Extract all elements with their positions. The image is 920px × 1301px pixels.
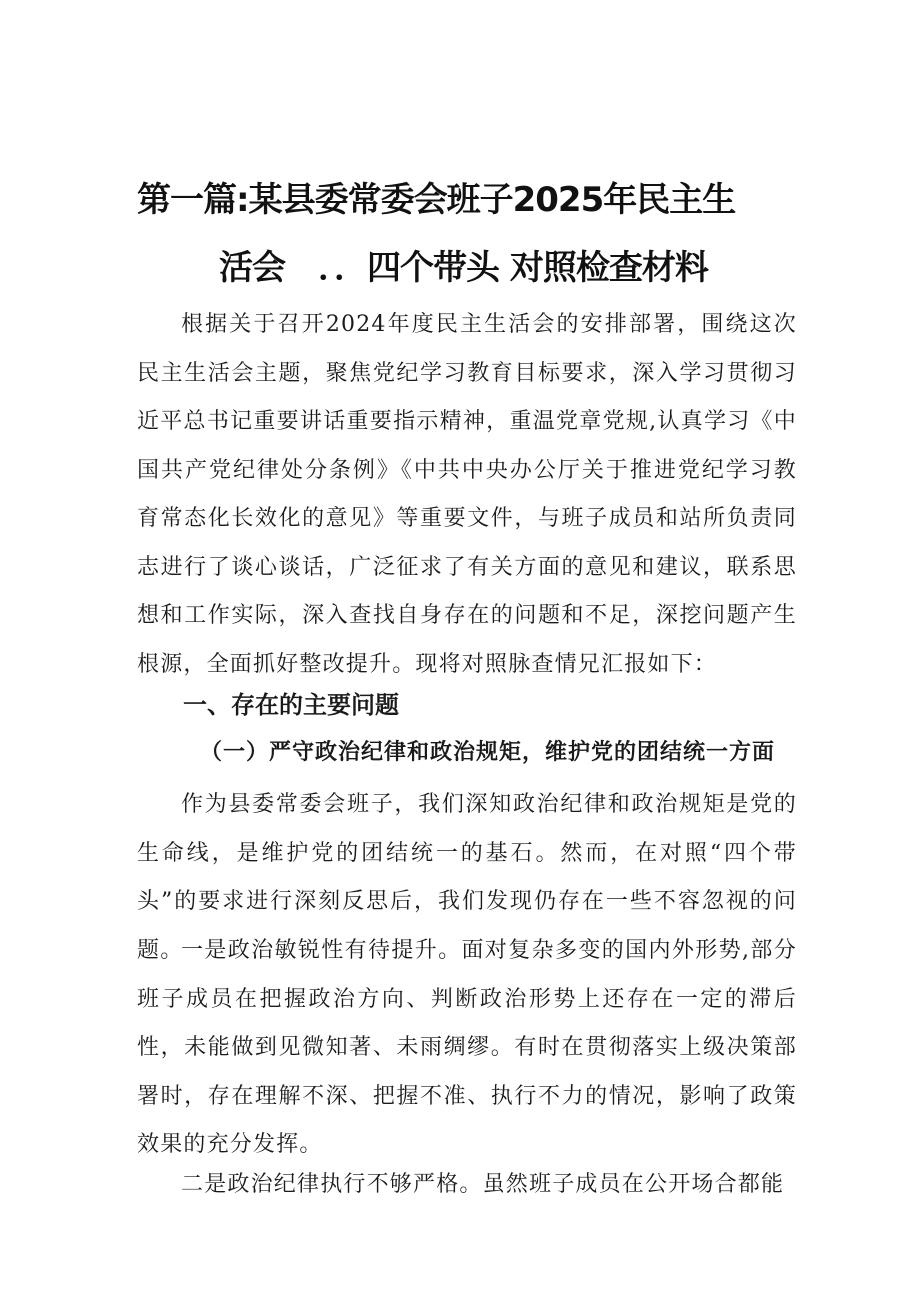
- section-heading: 一、存在的主要问题: [183, 691, 399, 719]
- document-title-line-2: 活会 ．．四个带头 对照检查材料: [219, 248, 708, 288]
- document-title-line-1: 第一篇:某县委常委会班子2025年民主生: [137, 180, 736, 220]
- body-paragraph: 作为县委常委会班子，我们深知政治纪律和政治规矩是党的生命线，是维护党的团结统一的基石。然而，在对照“四个带头”的要求进行深刻反思后，我们发现仍存在一些不容忽视的问题。: [137, 792, 797, 963]
- body-paragraph: 一是政治敏锐性有待提升。面对复杂多变的国内外形势,部分班子成员在把握政治方向、判断政治形势上还存在一定的滞后性，未能做到见微知著、未雨绸缪。有时在贯彻落实上级决策部署时，存在理解不深、把握不准、执行不力的情况，影响了政策效果的充分发挥。: [137, 938, 797, 1157]
- sub-heading: （一）严守政治纪律和政治规矩，维护党的团结统一方面: [200, 739, 776, 765]
- body-paragraph: 二是政治纪律执行不够严格。虽然班子成员在公开场合都能: [181, 1172, 785, 1197]
- intro-paragraph: 根据关于召开2024年度民主生活会的安排部署，围绕这次民主生活会主题，聚焦党纪学习教育目标要求，深入学习贯彻习近平总书记重要讲话重要指示精神，重温党章党规,认真学习《中国共产党纪律处分条例》《中共中央办公厅关于推进党纪学习教育常态化长效化的意见》等重要文件，与班子成员和站所负责同志进行了谈心谈话，广泛征求了有关方面的意见和建议，联系思想和工作实际，深入查找自身存在的问题和不足，深挖问题产生根源，全面抓好整改提升。现将对照脉查情兄汇报如下：: [137, 312, 797, 677]
